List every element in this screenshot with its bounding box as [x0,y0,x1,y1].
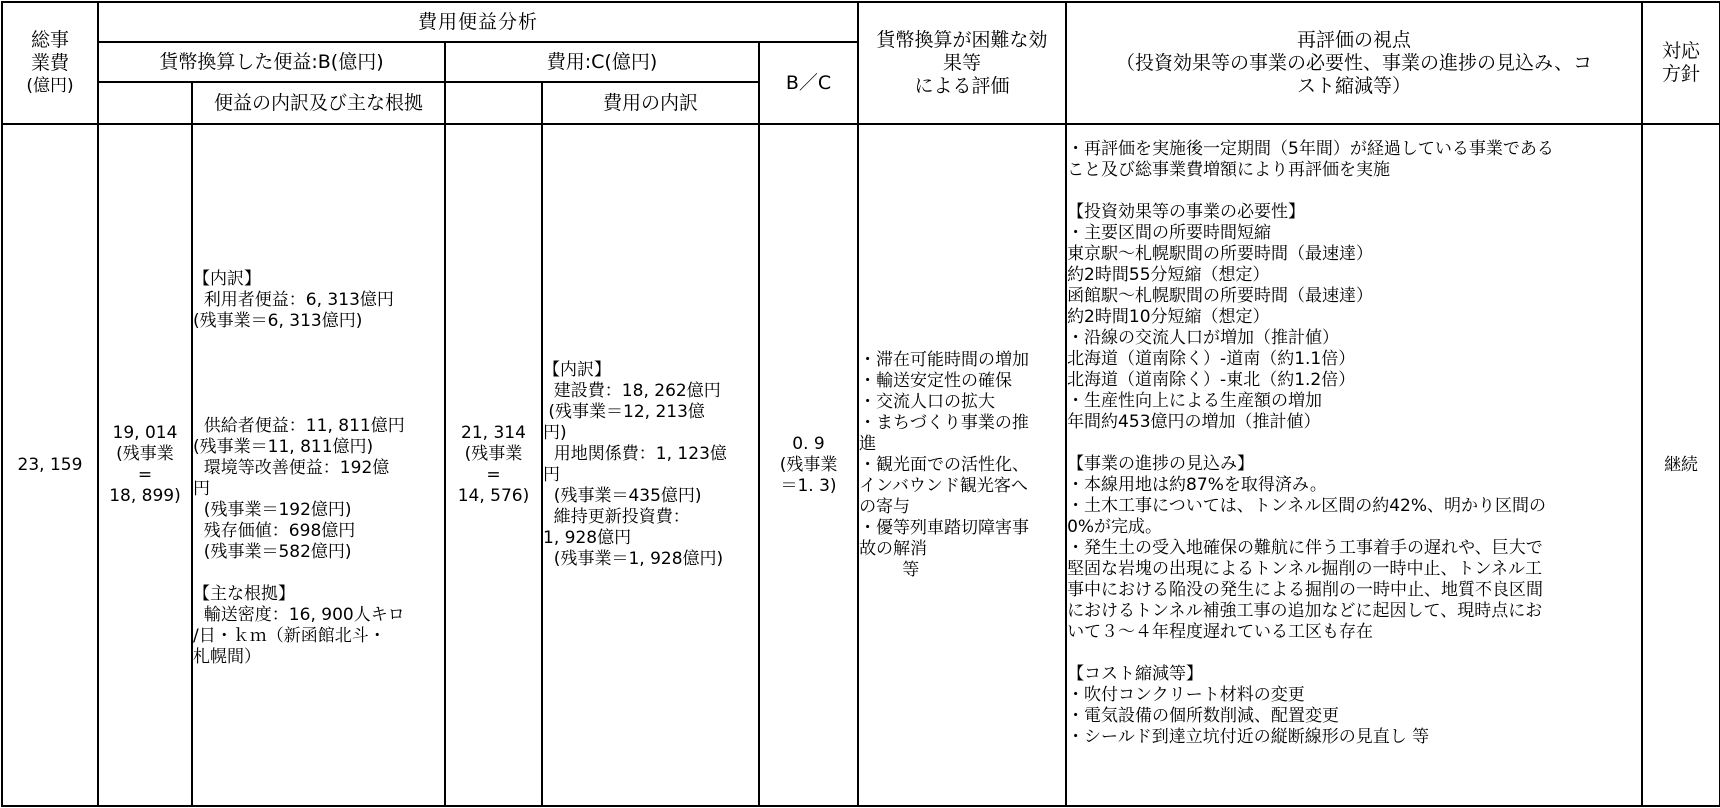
header-cost-breakdown: 費用の内訳 [542,82,759,124]
evaluation-table [1,1,1720,807]
reevaluation-perspective-text: ・再評価を実施後一定期間（5年間）が経過している事業である こと及び総事業費増額により再評価を実施 【投資効果等の事業の必要性】 ・主要区間の所要時間短縮 東京駅～札幌駅間の所要時間（最速達） 約2時間55分短縮（想定） 函館駅～札幌駅間の所要時間（最速達） 約2時間10分短縮（想定） ・沿線の交流人口が増加（推計値） 北海道（道南除く）-道南（約1.1倍） 北海道（道南除く）-東北（約1.2倍） ・生産性向上による生産額の増加 年間約453億円の増加（推計値） 【事業の進捗の見込み】 ・本線用地は約87%を取得済み。 ・土木工事については、トンネル区間の約42%、明かり区間の 0%が完成。 ・発生土の受入地確保の難航に伴う工事着手の遅れや、巨大で 堅固な岩塊の出現によるトンネル掘削の一時中止、トンネル工 事中における陥没の発生による掘削の一時中止、地質不良区間 におけるトンネル補強工事の追加などに起因して、現時点にお いて３～４年程度遅れている工区も存在 【コスト縮減等】 ・吹付コンクリート材料の変更 ・電気設備の個所数削減、配置変更 ・シールド到達立坑付近の縦断線形の見直し 等 [1066,124,1642,806]
benefit-breakdown-text: 【内訳】 利用者便益：6, 313億円 (残事業＝6, 313億円) 供給者便益：11, 811億円 (残事業＝11, 811億円) 環境等改善便益：192億 円 (残事業＝192億円) 残存価値：698億円 (残事業＝582億円) 【主な根拠】 輸送密度：16, 900人キロ /日・ｋｍ（新函館北斗・ 札幌間） [192,124,445,806]
benefit-total-value: 19, 014 (残事業 = 18, 899) [98,124,192,806]
nonmonetary-evaluation-text: ・滞在可能時間の増加 ・輸送安定性の確保 ・交流人口の拡大 ・まちづくり事業の推 進 ・観光面での活性化、 インバウンド観光客へ の寄与 ・優等列車踏切障害事 故の解消 等 [858,124,1066,806]
cost-breakdown-text: 【内訳】 建設費：18, 262億円 (残事業＝12, 213億 円) 用地関係費：1, 123億 円 (残事業＝435億円) 維持更新投資費： 1, 928億円 (残事業＝1, 928億円) [542,124,759,806]
total-cost-value: 23, 159 [2,124,98,806]
header-benefit-breakdown: 便益の内訳及び主な根拠 [192,82,445,124]
header-reevaluation-perspective: 再評価の視点 （投資効果等の事業の必要性、事業の進捗の見込み、コ スト縮減等） [1066,2,1642,124]
header-cost: 費用:C(億円) [445,42,759,82]
header-nonmonetary: 貨幣換算が困難な効 果等 による評価 [858,2,1066,124]
bc-ratio-value: 0. 9 (残事業 ＝1. 3) [759,124,858,806]
header-cost-benefit-analysis: 費用便益分析 [98,2,858,42]
header-benefit-total-blank [98,82,192,124]
header-benefit: 貨幣換算した便益:B(億円) [98,42,445,82]
cost-total-value: 21, 314 (残事業 = 14, 576) [445,124,542,806]
policy-value: 継続 [1642,124,1720,806]
header-policy: 対応 方針 [1642,2,1720,124]
header-bc-ratio: B／C [759,42,858,124]
header-total-cost: 総事 業費 (億円) [2,2,98,124]
header-cost-total-blank [445,82,542,124]
